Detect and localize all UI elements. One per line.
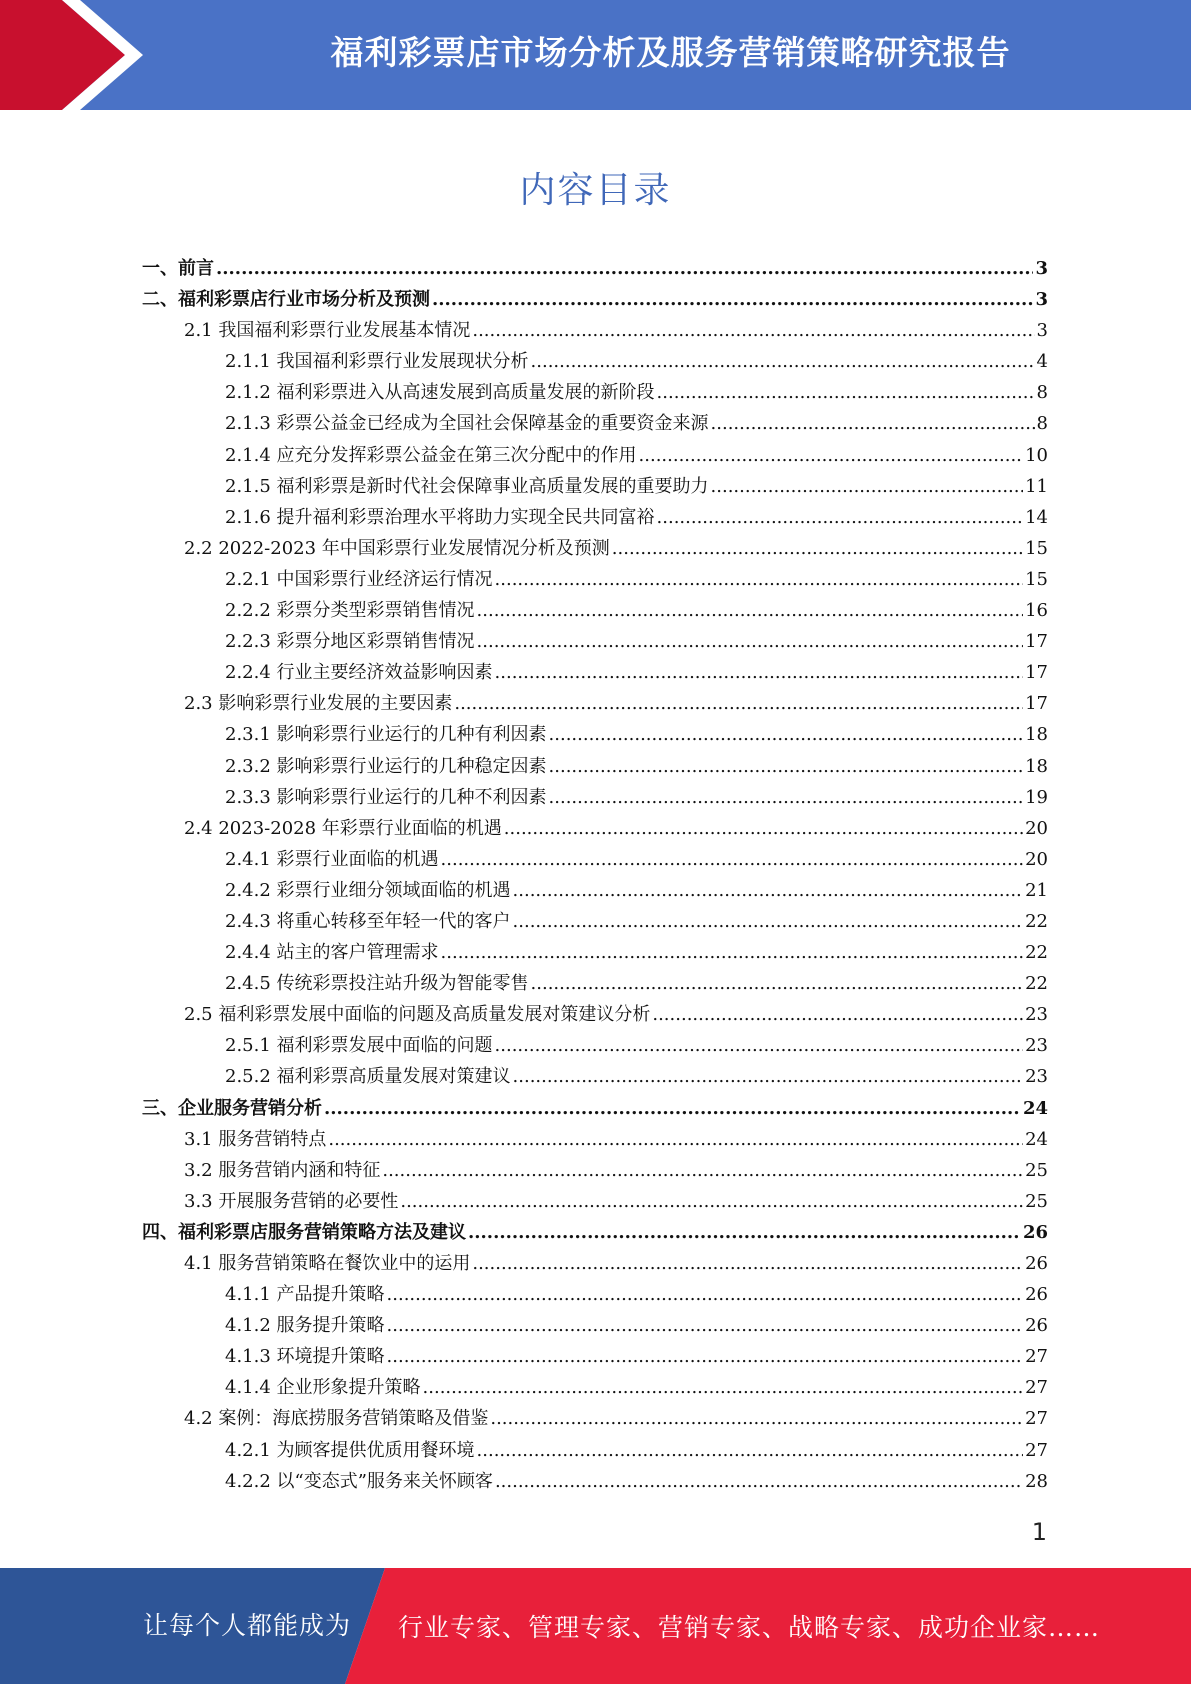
toc-entry[interactable] [142, 907, 1048, 938]
toc-dot-leader [495, 1035, 1024, 1056]
toc-entry-title: 4.2.2 以“变态式”服务来关怀顾客 [225, 1470, 493, 1492]
toc-entry[interactable] [142, 1062, 1048, 1093]
toc-dot-leader [549, 724, 1024, 745]
toc-entry-title: 2.4 2023-2028 年彩票行业面临的机遇 [184, 817, 502, 839]
toc-entry[interactable] [142, 1031, 1048, 1062]
toc-dot-leader [657, 507, 1024, 528]
toc-entry-page: 26 [1025, 1284, 1048, 1306]
toc-entry-title: 2.3 影响彩票行业发展的主要因素 [184, 693, 453, 715]
toc-entry-title: 4.1.4 企业形象提升策略 [225, 1377, 421, 1399]
toc-dot-leader [490, 1408, 1023, 1429]
toc-entry-page: 8 [1036, 382, 1048, 404]
toc-entry-page: 26 [1022, 1221, 1048, 1243]
toc-entry-title: 2.3.2 影响彩票行业运行的几种稳定因素 [225, 755, 547, 777]
toc-entry-title: 2.1.1 我国福利彩票行业发展现状分析 [225, 351, 529, 373]
toc-entry[interactable] [142, 783, 1048, 814]
toc-dot-leader [495, 662, 1024, 683]
toc-dot-leader [711, 413, 1035, 434]
toc-entry-page: 26 [1025, 1315, 1048, 1337]
toc-entry[interactable] [142, 627, 1048, 658]
toc-dot-leader [657, 382, 1035, 403]
toc-entry-page: 3 [1035, 289, 1048, 311]
toc-entry-page: 10 [1025, 444, 1048, 466]
toc-entry-page: 25 [1025, 1190, 1048, 1212]
toc-dot-leader [387, 1315, 1024, 1336]
toc-dot-leader [468, 1222, 1021, 1243]
toc-entry-title: 二、福利彩票店行业市场分析及预测 [142, 289, 430, 311]
toc-entry[interactable] [142, 1000, 1048, 1031]
toc-entry[interactable] [142, 534, 1048, 565]
toc-entry-title: 2.1 我国福利彩票行业发展基本情况 [184, 320, 471, 342]
toc-entry-title: 2.3.1 影响彩票行业运行的几种有利因素 [225, 724, 547, 746]
toc-entry-page: 3 [1035, 258, 1048, 279]
toc-dot-leader [432, 289, 1033, 310]
toc-entry-page: 27 [1025, 1408, 1048, 1430]
toc-entry-title: 2.2 2022-2023 年中国彩票行业发展情况分析及预测 [184, 537, 610, 559]
toc-dot-leader [711, 476, 1024, 497]
toc-entry[interactable] [142, 876, 1048, 907]
toc-entry-page: 25 [1025, 1159, 1048, 1181]
toc-dot-leader [652, 1004, 1023, 1025]
toc-entry-page: 27 [1025, 1346, 1048, 1368]
toc-entry-page: 3 [1036, 320, 1048, 342]
toc-entry[interactable] [142, 1280, 1048, 1311]
toc-entry-title: 4.1.2 服务提升策略 [225, 1315, 385, 1337]
toc-entry-page: 11 [1025, 475, 1048, 497]
toc-dot-leader [495, 1471, 1023, 1492]
toc-entry-title: 2.2.1 中国彩票行业经济运行情况 [225, 568, 493, 590]
toc-entry[interactable] [142, 503, 1048, 534]
toc-dot-leader [441, 849, 1024, 870]
toc-dot-leader [495, 569, 1024, 590]
toc-entry[interactable] [142, 441, 1048, 472]
toc-entry[interactable] [142, 689, 1048, 720]
toc-entry[interactable] [142, 1249, 1048, 1280]
toc-dot-leader [639, 445, 1024, 466]
toc-entry-page: 17 [1025, 631, 1048, 653]
toc-dot-leader [504, 818, 1023, 839]
toc-entry-title: 3.1 服务营销特点 [184, 1128, 327, 1150]
toc-entry-title: 3.3 开展服务营销的必要性 [184, 1190, 399, 1212]
table-of-contents [142, 254, 1048, 1498]
toc-entry-page: 23 [1025, 1004, 1048, 1026]
toc-dot-leader [472, 1253, 1023, 1274]
toc-entry[interactable] [142, 814, 1048, 845]
toc-entry-title: 4.2 案例：海底捞服务营销策略及借鉴 [184, 1408, 489, 1430]
toc-entry-title: 三、企业服务营销分析 [142, 1097, 322, 1119]
footer-band [0, 1568, 1191, 1684]
toc-entry[interactable] [142, 1094, 1048, 1125]
footer-slogan-right: 行业专家、管理专家、营销专家、战略专家、成功企业家…… [398, 1613, 1101, 1642]
toc-entry-page: 27 [1025, 1439, 1048, 1461]
toc-dot-leader [513, 1066, 1024, 1087]
toc-dot-leader [477, 1440, 1024, 1461]
toc-entry-page: 20 [1025, 848, 1048, 870]
toc-entry-title: 2.1.6 提升福利彩票治理水平将助力实现全民共同富裕 [225, 506, 655, 528]
toc-entry[interactable] [142, 1125, 1048, 1156]
toc-entry[interactable] [142, 1404, 1048, 1435]
toc-entry-title: 3.2 服务营销内涵和特征 [184, 1159, 381, 1181]
toc-entry-page: 28 [1025, 1470, 1048, 1492]
toc-entry-page: 20 [1025, 817, 1048, 839]
toc-entry[interactable] [142, 565, 1048, 596]
toc-entry[interactable] [142, 845, 1048, 876]
toc-entry[interactable] [142, 472, 1048, 503]
toc-entry-title: 2.1.3 彩票公益金已经成为全国社会保障基金的重要资金来源 [225, 413, 709, 435]
toc-entry[interactable] [142, 1467, 1048, 1498]
toc-entry-page: 24 [1022, 1097, 1048, 1119]
toc-dot-leader [387, 1284, 1024, 1305]
toc-dot-leader [423, 1377, 1024, 1398]
toc-entry[interactable] [142, 1342, 1048, 1373]
toc-entry-page: 19 [1025, 786, 1048, 808]
toc-entry-page: 17 [1025, 662, 1048, 684]
toc-dot-leader [531, 351, 1035, 372]
toc-entry-page: 17 [1025, 693, 1048, 715]
toc-entry-page: 18 [1025, 724, 1048, 746]
toc-entry-page: 23 [1025, 1035, 1048, 1057]
toc-entry-title: 2.4.2 彩票行业细分领域面临的机遇 [225, 879, 511, 901]
toc-entry[interactable] [142, 1311, 1048, 1342]
toc-entry-page: 22 [1025, 942, 1048, 964]
toc-entry[interactable] [142, 1373, 1048, 1404]
toc-dot-leader [454, 693, 1023, 714]
toc-entry-page: 15 [1025, 568, 1048, 590]
toc-entry-title: 2.5.2 福利彩票高质量发展对策建议 [225, 1066, 511, 1088]
toc-dot-leader [513, 911, 1024, 932]
toc-entry[interactable] [142, 1187, 1048, 1218]
toc-entry-title: 2.2.4 行业主要经济效益影响因素 [225, 662, 493, 684]
toc-entry[interactable] [142, 1436, 1048, 1467]
toc-dot-leader [400, 1191, 1023, 1212]
header-band [0, 0, 1191, 110]
toc-entry-title: 2.2.2 彩票分类型彩票销售情况 [225, 600, 475, 622]
toc-dot-leader [387, 1346, 1024, 1367]
footer-slogan-left: 让每个人都能成为 [143, 1611, 352, 1640]
toc-entry-title: 四、福利彩票店服务营销策略方法及建议 [142, 1221, 466, 1243]
toc-entry[interactable] [142, 720, 1048, 751]
toc-entry-page: 27 [1025, 1377, 1048, 1399]
toc-entry-page: 8 [1036, 413, 1048, 435]
toc-dot-leader [216, 258, 1033, 279]
toc-entry[interactable] [142, 409, 1048, 440]
toc-entry-page: 18 [1025, 755, 1048, 777]
toc-dot-leader [477, 600, 1024, 621]
toc-entry-title: 2.4.1 彩票行业面临的机遇 [225, 848, 439, 870]
toc-entry[interactable] [142, 969, 1048, 1000]
toc-entry-page: 26 [1025, 1253, 1048, 1274]
toc-dot-leader [549, 787, 1024, 808]
toc-dot-leader [549, 756, 1024, 777]
toc-entry[interactable] [142, 596, 1048, 627]
toc-entry-title: 2.5 福利彩票发展中面临的问题及高质量发展对策建议分析 [184, 1004, 651, 1026]
toc-entry-page: 21 [1025, 879, 1048, 901]
toc-entry[interactable] [142, 347, 1048, 378]
toc-entry-title: 2.4.5 传统彩票投注站升级为智能零售 [225, 973, 529, 995]
toc-entry-title: 2.4.3 将重心转移至年轻一代的客户 [225, 910, 511, 932]
toc-dot-leader [612, 538, 1023, 559]
toc-entry-title: 2.5.1 福利彩票发展中面临的问题 [225, 1035, 493, 1057]
toc-entry-title: 2.2.3 彩票分地区彩票销售情况 [225, 631, 475, 653]
toc-entry-page: 4 [1036, 351, 1048, 373]
toc-entry-page: 16 [1025, 600, 1048, 622]
toc-entry-page: 15 [1025, 537, 1048, 559]
chevron-arrow-icon [0, 0, 160, 110]
toc-entry-page: 23 [1025, 1066, 1048, 1088]
toc-entry[interactable] [142, 254, 1048, 285]
toc-entry-title: 2.1.5 福利彩票是新时代社会保障事业高质量发展的重要助力 [225, 475, 709, 497]
toc-dot-leader [441, 942, 1024, 963]
toc-entry[interactable] [142, 752, 1048, 783]
toc-entry-title: 2.3.3 影响彩票行业运行的几种不利因素 [225, 786, 547, 808]
toc-dot-leader [477, 631, 1024, 652]
toc-dot-leader [324, 1098, 1021, 1119]
toc-entry-title: 4.2.1 为顾客提供优质用餐环境 [225, 1439, 475, 1461]
page-number: 1 [1031, 1518, 1047, 1546]
toc-entry[interactable] [142, 1218, 1048, 1249]
toc-entry[interactable] [142, 378, 1048, 409]
report-title: 福利彩票店市场分析及服务营销策略研究报告 [330, 33, 1011, 72]
toc-dot-leader [382, 1160, 1023, 1181]
toc-entry-page: 22 [1025, 973, 1048, 995]
toc-dot-leader [531, 973, 1024, 994]
toc-entry-title: 4.1 服务营销策略在餐饮业中的运用 [184, 1253, 471, 1274]
toc-heading: 内容目录 [519, 170, 672, 211]
toc-entry-title: 一、前言 [142, 258, 214, 279]
toc-dot-leader [328, 1129, 1023, 1150]
toc-entry-title: 2.1.2 福利彩票进入从高速发展到高质量发展的新阶段 [225, 382, 655, 404]
toc-entry-title: 2.4.4 站主的客户管理需求 [225, 942, 439, 964]
toc-dot-leader [513, 880, 1024, 901]
toc-entry-page: 22 [1025, 910, 1048, 932]
toc-dot-leader [472, 320, 1034, 341]
toc-entry-page: 14 [1025, 506, 1048, 528]
toc-entry-page: 24 [1025, 1128, 1048, 1150]
toc-entry-title: 4.1.3 环境提升策略 [225, 1346, 385, 1368]
toc-entry[interactable] [142, 938, 1048, 969]
toc-entry-title: 2.1.4 应充分发挥彩票公益金在第三次分配中的作用 [225, 444, 637, 466]
toc-entry[interactable] [142, 285, 1048, 316]
toc-entry[interactable] [142, 1156, 1048, 1187]
toc-entry-title: 4.1.1 产品提升策略 [225, 1284, 385, 1306]
toc-entry[interactable] [142, 316, 1048, 347]
toc-entry[interactable] [142, 658, 1048, 689]
